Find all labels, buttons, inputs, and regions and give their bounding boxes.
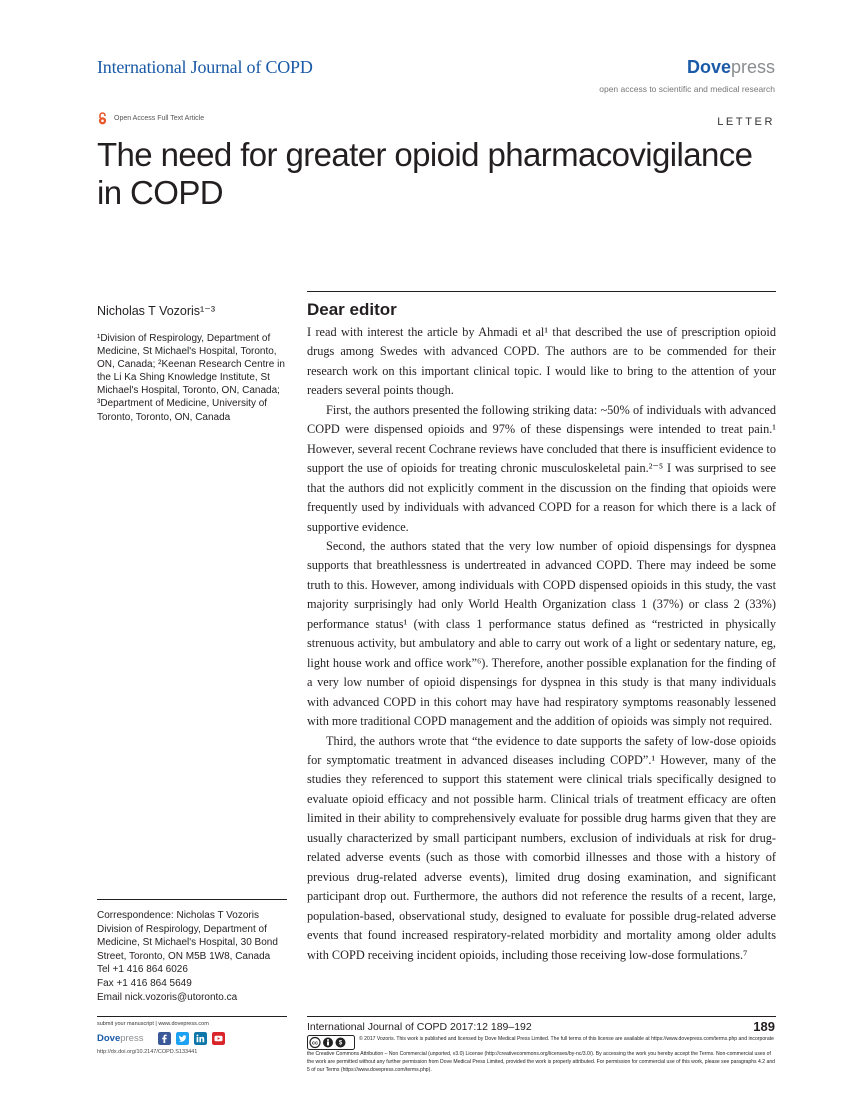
correspondence-line: Tel +1 416 864 6026 [97, 964, 188, 976]
paragraph: First, the authors presented the following striking data: ~50% of individuals with advanced COPD were dispensed opioids and 97% of these dispensings were intended to treat pain.¹ However, several recent Cochrane reviews have concluded that there is insufficient evidence to support the use of opioids for treating chronic musculoskeletal pain.²⁻⁵ I was surprised to see that the authors did not explicitly comment in the discussion on the finding that opioids were frequently used by individuals with advanced COPD for a reason for which there is a lack of supportive evidence. [307, 402, 776, 534]
paragraph: I read with interest the article by Ahmadi et al¹ that described the use of prescription opioid drugs among Swedes with advanced COPD. The authors are to be commended for their research work on this important clinical topic. I would like to bring to the attention of your readers several points though. [307, 325, 776, 398]
footer-publisher-logo[interactable] [97, 1033, 143, 1044]
page-number: 189 [753, 1019, 775, 1034]
submit-manuscript-link[interactable]: submit your manuscript | www.dovepress.com [97, 1021, 209, 1027]
journal-name[interactable]: International Journal of COPD [97, 57, 313, 77]
license-block [307, 1035, 776, 1075]
open-access-row [97, 112, 204, 125]
open-access-label: Open Access Full Text Article [114, 115, 205, 122]
linkedin-icon[interactable] [194, 1032, 207, 1045]
letter-body [307, 323, 776, 965]
publisher-logo-part: Dove [686, 57, 731, 77]
correspondence-email[interactable]: Email nick.vozoris@utoronto.ca [97, 991, 238, 1003]
doi-link[interactable]: http://dx.doi.org/10.2147/COPD.S133441 [97, 1049, 198, 1055]
social-icons [158, 1032, 225, 1045]
correspondence-line: Division of Respirology, Department of [97, 923, 267, 935]
divider [97, 899, 287, 900]
svg-text:$: $ [338, 1040, 343, 1047]
citation-line: International Journal of COPD 2017:12 189–192 [307, 1021, 532, 1033]
divider [97, 1016, 287, 1017]
divider [307, 1016, 776, 1017]
divider [307, 291, 776, 292]
publisher-logo-part: press [730, 57, 775, 77]
publisher-tagline: open access to scientific and medical research [599, 84, 775, 94]
footer-logo-part: press [120, 1033, 144, 1044]
greeting-heading: Dear editor [307, 300, 397, 319]
twitter-icon[interactable] [176, 1032, 189, 1045]
correspondence-block [97, 909, 292, 1004]
article-type: LETTER [717, 116, 775, 128]
correspondence-line: Correspondence: Nicholas T Vozoris [97, 910, 259, 921]
svg-text:cc: cc [311, 1040, 319, 1047]
correspondence-line: Medicine, St Michael's Hospital, 30 Bond [97, 937, 278, 949]
paragraph: Second, the authors stated that the very low number of opioid dispensings for dyspnea supports that breathlessness is undertreated in advanced COPD. There may indeed be some truth to this. However, among individuals with COPD dispensed opioids in this study, the vast majority surprisingly had only World Health Organization class 1 (37%) or class 2 (33%) performance status¹ (with class 1 performance status defined as “restricted in physically strenuous activity, but ambulatory and able to carry out work of a light or sedentary nature, eg, light house work and office work”⁶). Therefore, another possible explanation for the finding of a very low number of opioid dispensings for dyspnea in this study is that many individuals with advanced COPD in this cohort may have had respiratory symptoms reasonably lessened with more traditional COPD management and the addition of opioids was simply not required. [307, 538, 776, 729]
author-name: Nicholas T Vozoris¹⁻³ [97, 304, 215, 318]
facebook-icon[interactable] [158, 1032, 171, 1045]
publisher-logo[interactable] [687, 57, 775, 78]
footer-logo-part: Dove [97, 1033, 121, 1044]
correspondence-line: Street, Toronto, ON M5B 1W8, Canada [97, 950, 271, 962]
correspondence-line: Fax +1 416 864 5649 [97, 977, 192, 989]
youtube-icon[interactable] [212, 1032, 225, 1045]
paragraph: Third, the authors wrote that “the evidence to date supports the safety of low-dose opioids for symptomatic treatment in advanced diseases including COPD”.¹ However, many of the studies they referenced to support this statement were clinical trials specifically designed to evaluate opioid efficacy and not possible harm. Clinical trials of treatment efficacy are often limited in their ability to comprehensively evaluate for possible drug harms given that they are usually characterized by small participant numbers, exclusion of individuals at risk for drug-related adverse events (such as those with comorbid illnesses and those with a history of previous drug-related adverse events), limited drug dosing examination, and significant participant drop out. Furthermore, the authors did not reference the results of a recent, large, population-based, observational study, designed to evaluate for possible drug-related adverse events that found increased respiratory-related morbidity and mortality among older adults with COPD receiving incident opioids, including those receiving low-dose formulations.⁷ [307, 733, 776, 962]
article-title: The need for greater opioid pharmacovigilance in COPD [97, 136, 753, 211]
author-affiliations: ¹Division of Respirology, Department of Medicine, St Michael's Hospital, Toronto, ON, Canada; ²Keenan Research Centre in the Li Ka Shing Knowledge Institute, St Michael's Hospital, Toronto, ON, Canada; ³Department of Medicine, University of Toronto, Toronto, ON, Canada [97, 333, 285, 423]
creative-commons-icon[interactable] [307, 1035, 355, 1050]
open-access-icon [97, 112, 108, 125]
license-text: © 2017 Vozoris. This work is published and licensed by Dove Medical Press Limited. The full terms of this license are available at https://www.dovepress.com/terms.php and incorporate the Creative Commons Attribution – Non Commercial (unported, v3.0) License (http://creativecommons.org/licenses/by-nc/3.0/). By accessing the work you hereby accept the Terms. Non-commercial uses of the work are permitted without any further permission from Dove Medical Press Limited, provided the work is properly attributed. For permission for commercial use of this work, please see paragraphs 4.2 and 5 of our Terms (https://www.dovepress.com/terms.php). [307, 1036, 775, 1074]
